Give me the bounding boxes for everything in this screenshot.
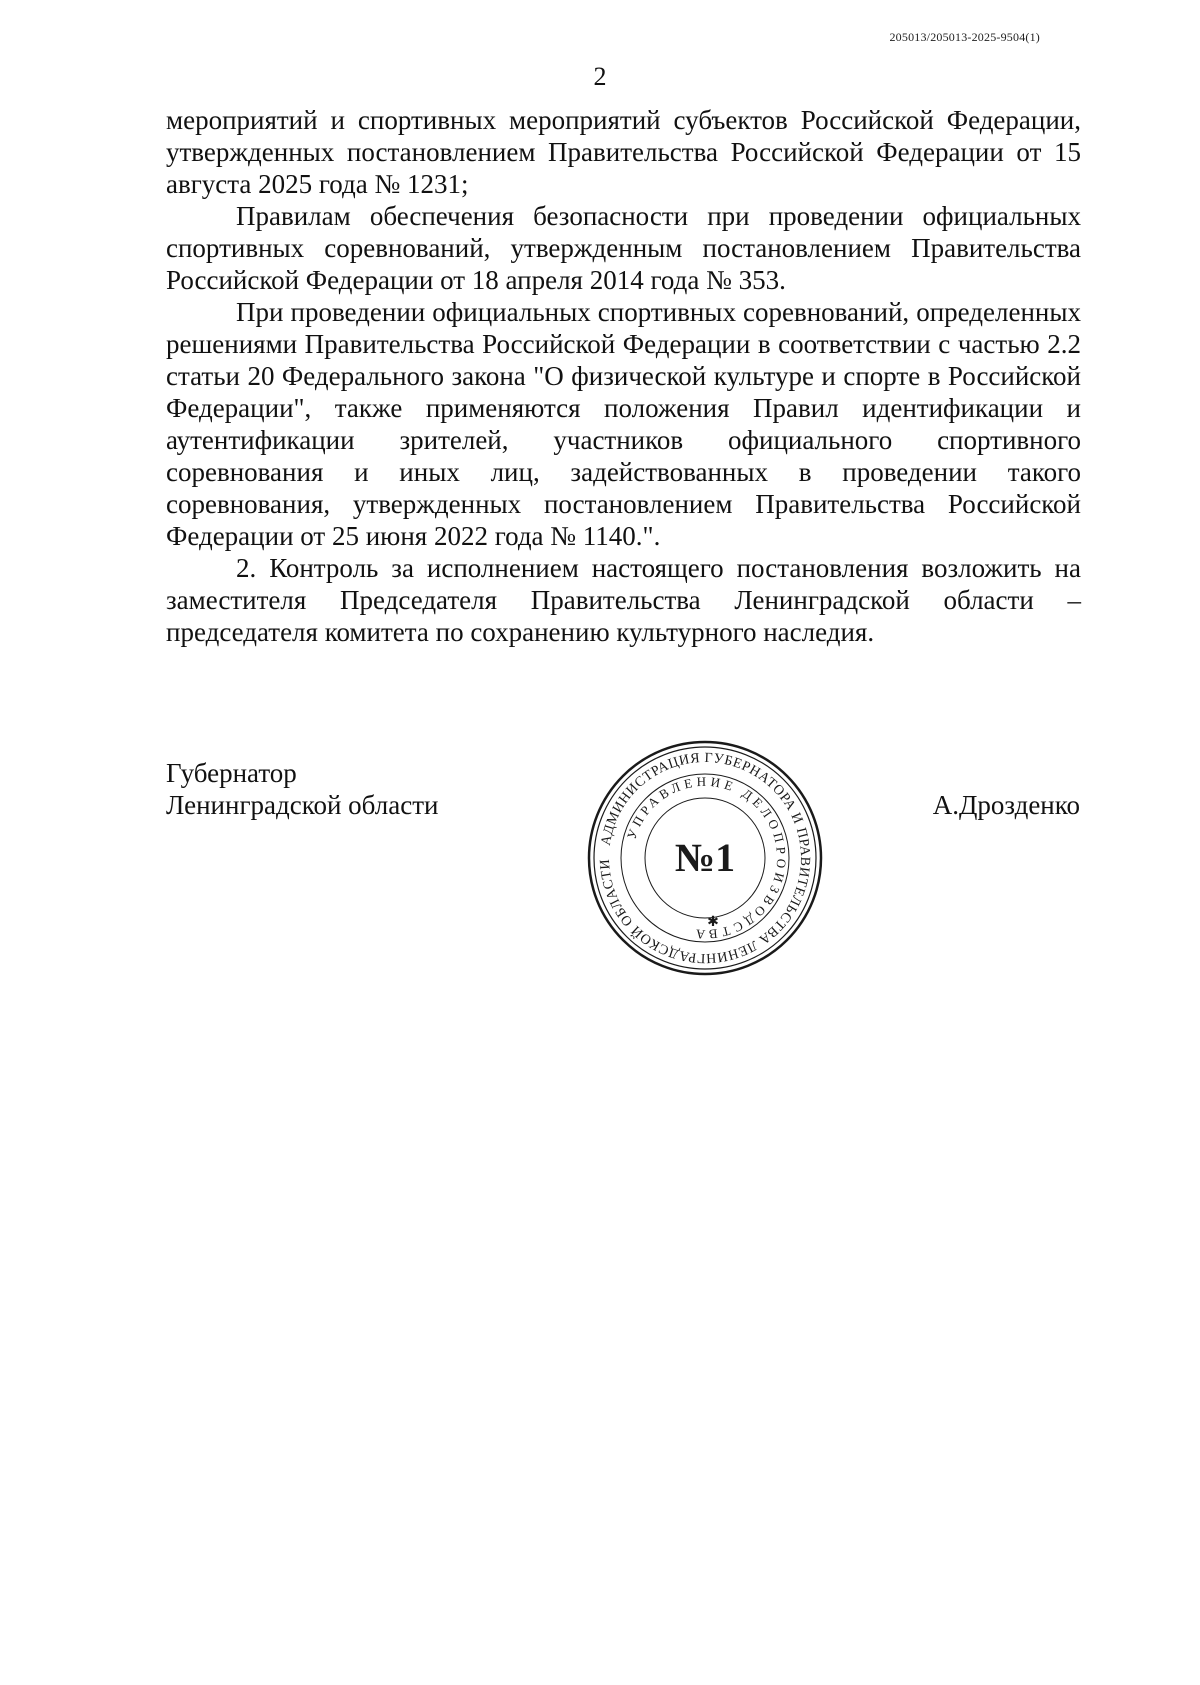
signer-name: А.Дрозденко (932, 790, 1080, 820)
seal-inner-text-path: УПРАВЛЕНИЕ ДЕЛОПРОИЗВОДСТВА (623, 773, 790, 943)
signature-title-line-2: Ленинградской области (166, 790, 439, 820)
seal-center-number: №1 (674, 835, 736, 880)
paragraph-control-clause: 2. Контроль за исполнением настоящего постановления возложить на заместителя Председателя Правительства Ленинградской области – председателя комитета по сохранению культурного наследия. (166, 553, 1081, 647)
official-seal-graphic (585, 738, 825, 978)
seal-star-icon: ✱ (707, 915, 719, 930)
signature-title-line-1: Губернатор (166, 758, 297, 788)
signature-title (166, 757, 438, 821)
document-id: 205013/205013-2025-9504(1) (889, 30, 1040, 44)
page-number: 2 (593, 62, 607, 91)
paragraph-continuation: мероприятий и спортивных мероприятий субъектов Российской Федерации, утвержденных постановлением Правительства Российской Федерации от 15 августа 2025 года № 1231; (166, 105, 1081, 199)
document-body (166, 104, 1081, 648)
paragraph-safety-rules: Правилам обеспечения безопасности при проведении официальных спортивных соревнований, утвержденным постановлением Правительства Российской Федерации от 18 апреля 2014 года № 353. (166, 201, 1081, 295)
seal-outer-text-path: АДМИНИСТРАЦИЯ ГУБЕРНАТОРА И ПРАВИТЕЛЬСТВА ЛЕНИНГРАДСКОЙ ОБЛАСТИ (597, 750, 813, 966)
paragraph-identification-rules: При проведении официальных спортивных соревнований, определенных решениями Правительства Российской Федерации в соответствии с частью 2.2 статьи 20 Федерального закона "О физической культуре и спорте в Российской Федерации", также применяются положения Правил идентификации и аутентификации зрителей, участников официального спортивного соревнования и иных лиц, задействованных в проведении такого соревнования, утвержденных постановлением Правительства Российской Федерации от 25 июня 2022 года № 1140.". (166, 297, 1081, 551)
official-seal (585, 738, 825, 978)
